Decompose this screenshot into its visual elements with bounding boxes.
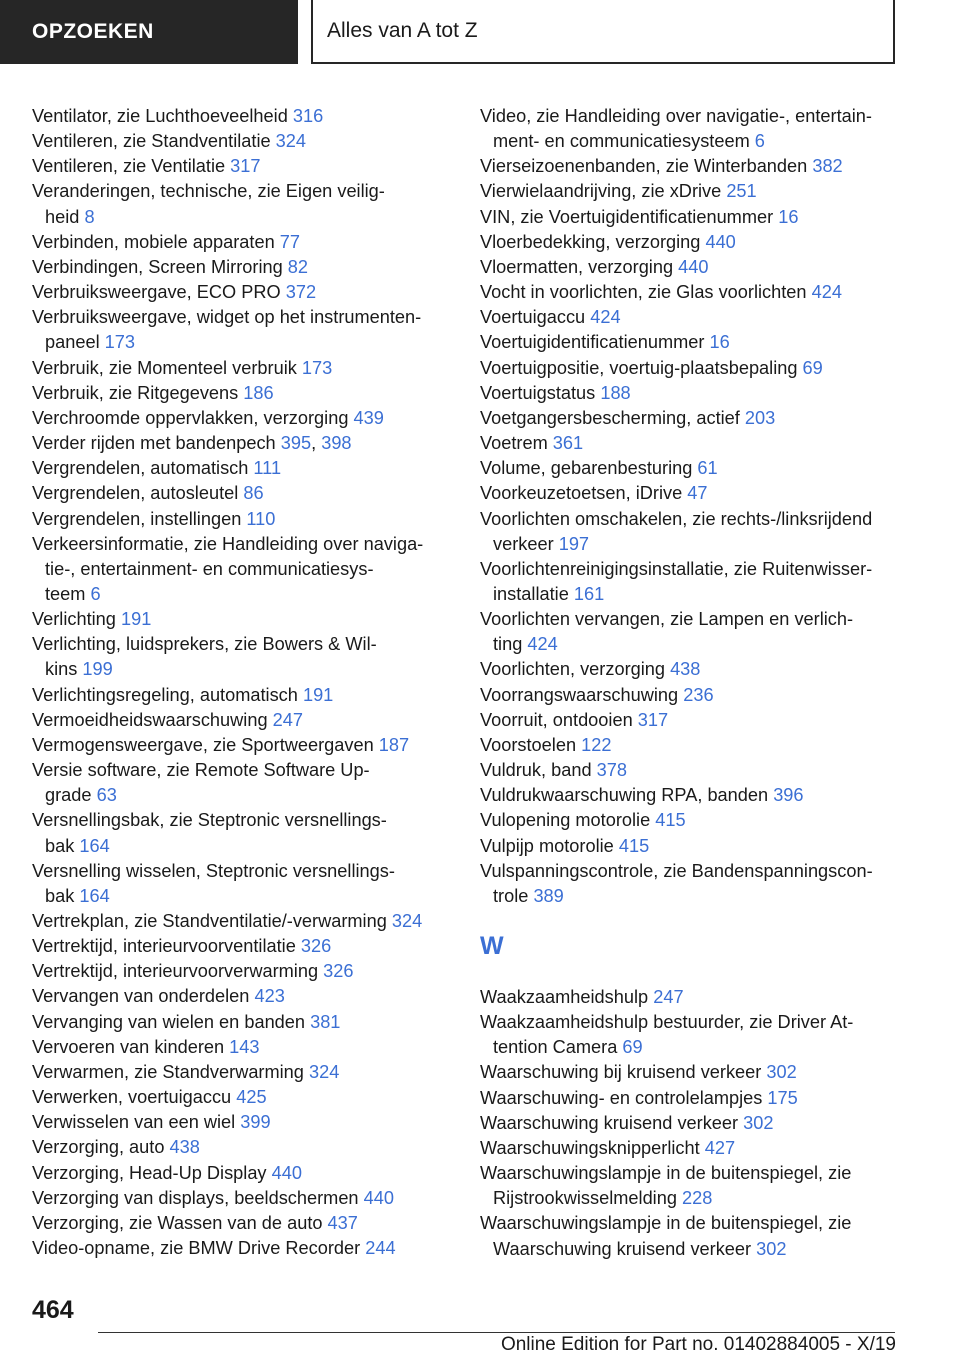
index-entry bbox=[480, 104, 900, 154]
page-reference-link[interactable]: 82 bbox=[287, 256, 309, 277]
index-entry-text: Verbinden, mobiele apparaten bbox=[32, 231, 280, 252]
section-tab[interactable] bbox=[0, 0, 298, 64]
index-entry-text: Voorrangswaarschuwing bbox=[480, 684, 684, 705]
index-entry-text: Verbruik, zie Momenteel verbruik bbox=[32, 357, 302, 378]
index-entry-text: Verbruiksweergave, widget op het instrumenten- paneel bbox=[32, 307, 422, 353]
index-entry bbox=[480, 154, 900, 179]
index-entry bbox=[480, 557, 900, 607]
index-entry bbox=[32, 532, 452, 607]
index-entry-text: Voorlichten omschakelen, zie rechts-/linksrijdend verkeer bbox=[480, 508, 873, 554]
page-reference-link[interactable]: 326 bbox=[300, 936, 332, 957]
chapter-title: Alles van A tot Z bbox=[327, 19, 478, 42]
index-entry-text: Verder rijden met bandenpech bbox=[32, 433, 281, 454]
index-entry bbox=[32, 808, 452, 858]
index-entry-text: Video, zie Handleiding over navigatie-, entertain- ment- en communicatiesysteem bbox=[480, 106, 872, 152]
index-entry bbox=[32, 255, 452, 280]
index-entry bbox=[32, 683, 452, 708]
page-reference-link[interactable]: 424 bbox=[811, 282, 842, 303]
index-entry bbox=[480, 1161, 900, 1211]
footer-divider bbox=[98, 1332, 895, 1333]
index-entry-text: Verbruiksweergave, ECO PRO bbox=[32, 282, 286, 303]
index-entry-text: Vierseizoenenbanden, zie Winterbanden bbox=[480, 156, 813, 177]
page-reference-link[interactable]: 381 bbox=[310, 1011, 341, 1032]
index-entry-text: Versie software, zie Remote Software Up- grade bbox=[32, 760, 370, 806]
index-entry bbox=[32, 607, 452, 632]
index-entry bbox=[480, 507, 900, 557]
page-reference-link[interactable]: 399 bbox=[240, 1112, 271, 1133]
index-entry bbox=[480, 985, 900, 1010]
index-entry bbox=[480, 356, 900, 381]
index-entry-text: Vertrektijd, interieurvoorventilatie bbox=[32, 936, 301, 957]
index-entry-text: Ventileren, zie Standventilatie bbox=[32, 131, 276, 152]
index-entry bbox=[32, 1060, 452, 1085]
index-entry-text: Volume, gebarenbesturing bbox=[480, 458, 698, 479]
page-reference-link[interactable]: 326 bbox=[323, 961, 354, 982]
page-reference-link[interactable]: 302 bbox=[756, 1238, 787, 1259]
index-entry bbox=[32, 1236, 452, 1261]
index-entry bbox=[480, 1086, 900, 1111]
page-reference-link[interactable]: 6 bbox=[754, 131, 765, 152]
index-entry bbox=[32, 1211, 452, 1236]
index-entry bbox=[480, 708, 900, 733]
index-entry bbox=[32, 280, 452, 305]
index-entry bbox=[32, 1035, 452, 1060]
page-reference-link[interactable]: 187 bbox=[378, 734, 410, 755]
page-reference-link[interactable]: 61 bbox=[697, 458, 718, 479]
index-entry-text: Voetgangersbescherming, actief bbox=[480, 407, 745, 428]
page-reference-link[interactable]: 247 bbox=[653, 987, 684, 1007]
index-entry bbox=[32, 1161, 452, 1186]
page-reference-link[interactable]: 197 bbox=[558, 533, 590, 554]
index-entry-text: Voertuigidentificatienummer bbox=[480, 332, 710, 353]
page-reference-link[interactable]: 423 bbox=[254, 986, 285, 1007]
index-letter-heading: W bbox=[480, 932, 504, 960]
page-reference-link[interactable]: 188 bbox=[600, 382, 631, 403]
index-entry bbox=[480, 607, 900, 657]
index-entry bbox=[32, 1085, 452, 1110]
page-reference-link[interactable]: 164 bbox=[79, 835, 110, 856]
page-reference-link[interactable]: 8 bbox=[84, 206, 95, 227]
index-entry bbox=[480, 481, 900, 506]
page-reference-link[interactable]: 251 bbox=[726, 181, 757, 202]
index-entry-text: Voorlichtenreinigingsinstallatie, zie Ruitenwisser- installatie bbox=[480, 558, 873, 604]
index-entry bbox=[32, 909, 452, 934]
index-entry bbox=[32, 1010, 452, 1035]
page-reference-link[interactable]: 440 bbox=[678, 256, 709, 277]
page-reference-link[interactable]: 63 bbox=[96, 785, 117, 806]
page-reference-link[interactable]: 199 bbox=[82, 659, 113, 680]
page-reference-link[interactable]: 440 bbox=[271, 1162, 302, 1183]
index-entry bbox=[480, 1136, 900, 1161]
page-reference-link[interactable]: 186 bbox=[243, 382, 274, 403]
index-entry bbox=[32, 230, 452, 255]
page-reference-link[interactable]: 438 bbox=[670, 659, 701, 680]
page-reference-link[interactable]: 143 bbox=[229, 1036, 260, 1057]
index-entry bbox=[480, 758, 900, 783]
index-entry-text: Verwisselen van een wiel bbox=[32, 1112, 241, 1133]
page-reference-link[interactable]: 175 bbox=[767, 1087, 798, 1108]
index-entry-text: Voetrem bbox=[480, 433, 553, 454]
page-reference-link[interactable]: 438 bbox=[169, 1137, 200, 1158]
page-reference-link[interactable]: 69 bbox=[802, 357, 823, 378]
index-entry bbox=[480, 179, 900, 204]
index-entry-text: Vergrendelen, automatisch bbox=[32, 458, 254, 479]
index-entry-text: Verchroomde oppervlakken, verzorging bbox=[32, 407, 354, 428]
page-reference-link[interactable]: 361 bbox=[552, 433, 584, 454]
index-entry-text: Verlichting, luidsprekers, zie Bowers & Wil- kins bbox=[32, 634, 377, 680]
index-entry bbox=[480, 205, 900, 230]
index-entry-text: Vloerbedekking, verzorging bbox=[480, 231, 706, 252]
index-entry-text: Waakzaamheidshulp bbox=[480, 987, 654, 1007]
index-entry bbox=[480, 808, 900, 833]
index-entry bbox=[480, 834, 900, 859]
index-entry-text: Verzorging, zie Wassen van de auto bbox=[32, 1212, 328, 1233]
page-reference-link[interactable]: 437 bbox=[327, 1212, 358, 1233]
page-ref-separator: , bbox=[311, 433, 322, 454]
index-entry bbox=[480, 783, 900, 808]
index-entry-text: Video-opname, zie BMW Drive Recorder bbox=[32, 1238, 366, 1259]
page-reference-link[interactable]: 86 bbox=[243, 483, 264, 504]
page-reference-link[interactable]: 382 bbox=[812, 156, 843, 177]
index-entry bbox=[480, 255, 900, 280]
index-entry bbox=[32, 381, 452, 406]
page-reference-link[interactable]: 324 bbox=[275, 131, 307, 152]
index-entry bbox=[480, 657, 900, 682]
index-entry-text: Verzorging van displays, beeldschermen bbox=[32, 1187, 364, 1208]
index-entry-text: Vulopening motorolie bbox=[480, 810, 656, 831]
index-entry-text: Verzorging, Head-Up Display bbox=[32, 1162, 272, 1183]
page-reference-link[interactable]: 425 bbox=[236, 1087, 267, 1108]
index-entry bbox=[32, 129, 452, 154]
page-reference-link[interactable]: 415 bbox=[618, 835, 650, 856]
page-reference-link[interactable]: 236 bbox=[683, 684, 714, 705]
index-entry-text: Waakzaamheidshulp bestuurder, zie Driver At- tention Camera bbox=[480, 1012, 854, 1058]
index-entry bbox=[32, 758, 452, 808]
index-entry bbox=[32, 179, 452, 229]
index-entry bbox=[480, 1211, 900, 1261]
page-reference-link[interactable]: 247 bbox=[272, 709, 303, 730]
page-reference-link[interactable]: 191 bbox=[120, 609, 152, 630]
page-reference-link[interactable]: 389 bbox=[533, 885, 564, 906]
page-reference-link[interactable]: 395 bbox=[280, 433, 312, 454]
index-entry bbox=[32, 456, 452, 481]
index-entry-text: Voorruit, ontdooien bbox=[480, 709, 638, 730]
index-entry bbox=[480, 1060, 900, 1085]
index-entry bbox=[32, 733, 452, 758]
index-entry bbox=[480, 683, 900, 708]
index-entry-text: Vocht in voorlichten, zie Glas voorlichten bbox=[480, 282, 812, 303]
page-reference-link[interactable]: 203 bbox=[744, 407, 776, 428]
index-entry bbox=[480, 431, 900, 456]
index-entry-text: Vierwielaandrijving, zie xDrive bbox=[480, 181, 727, 202]
page-reference-link[interactable]: 164 bbox=[79, 885, 110, 906]
index-entry bbox=[32, 959, 452, 984]
index-entry-text: Verwarmen, zie Standverwarming bbox=[32, 1061, 309, 1082]
page-reference-link[interactable]: 317 bbox=[637, 709, 669, 730]
footer-edition-text: Online Edition for Part no. 01402884005 - X/19 bbox=[500, 1334, 896, 1355]
index-entry bbox=[32, 356, 452, 381]
index-entry-text: Ventilator, zie Luchthoeveelheid bbox=[32, 106, 293, 126]
index-entry-text: Voorlichten vervangen, zie Lampen en verlich- ting bbox=[480, 609, 854, 655]
index-entry bbox=[480, 406, 900, 431]
index-entry-text: Versnelling wisselen, Steptronic versnellings- bak bbox=[32, 860, 395, 906]
page-reference-link[interactable]: 302 bbox=[766, 1062, 797, 1083]
page-reference-link[interactable]: 191 bbox=[302, 684, 334, 705]
index-column-left bbox=[32, 104, 452, 1261]
index-entry-text: Ventileren, zie Ventilatie bbox=[32, 156, 231, 177]
index-entry-text: Verlichtingsregeling, automatisch bbox=[32, 684, 303, 705]
index-entry-text: Vuldruk, band bbox=[480, 760, 597, 781]
index-entry bbox=[480, 859, 900, 909]
index-entry-text: Verbruik, zie Ritgegevens bbox=[32, 382, 244, 403]
page-reference-link[interactable]: 378 bbox=[596, 760, 627, 781]
page-reference-link[interactable]: 111 bbox=[253, 458, 282, 479]
index-entry bbox=[32, 507, 452, 532]
index-entry-text: Waarschuwingsknipperlicht bbox=[480, 1137, 705, 1158]
index-entry-text: Vermogensweergave, zie Sportweergaven bbox=[32, 734, 379, 755]
page-reference-link[interactable]: 439 bbox=[353, 407, 384, 428]
page-reference-link[interactable]: 440 bbox=[705, 231, 736, 252]
index-entry bbox=[32, 632, 452, 682]
index-column-right bbox=[480, 104, 900, 1262]
page-reference-link[interactable]: 324 bbox=[308, 1061, 340, 1082]
index-entry bbox=[32, 1135, 452, 1160]
page-reference-link[interactable]: 173 bbox=[104, 332, 136, 353]
page-reference-link[interactable]: 16 bbox=[778, 206, 799, 227]
index-entry bbox=[32, 154, 452, 179]
index-entry bbox=[32, 431, 452, 456]
index-entry bbox=[480, 381, 900, 406]
page-reference-link[interactable]: 316 bbox=[292, 106, 324, 126]
page-reference-link[interactable]: 47 bbox=[687, 483, 708, 504]
page-reference-link[interactable]: 110 bbox=[246, 508, 276, 529]
page-reference-link[interactable]: 372 bbox=[285, 282, 317, 303]
index-entry-text: Voertuigpositie, voertuig-plaatsbepaling bbox=[480, 357, 803, 378]
index-entry-text: Vertrekplan, zie Standventilatie/-verwarming bbox=[32, 911, 392, 931]
index-entry bbox=[32, 1110, 452, 1135]
page-reference-link[interactable]: 317 bbox=[230, 156, 261, 177]
index-entry-text: Vulpijp motorolie bbox=[480, 835, 619, 856]
page-reference-link[interactable]: 77 bbox=[279, 231, 300, 252]
index-entry bbox=[32, 1186, 452, 1211]
index-entry bbox=[32, 859, 452, 909]
index-entry-text: Vermoeidheidswaarschuwing bbox=[32, 709, 273, 730]
chapter-title-box bbox=[311, 0, 895, 64]
section-label: OPZOEKEN bbox=[32, 20, 154, 43]
index-entry-text: Waarschuwingslampje in de buitenspiegel, zie Rijstrookwisselmelding bbox=[480, 1163, 852, 1209]
index-entry-text: Vergrendelen, instellingen bbox=[32, 508, 247, 529]
page-header bbox=[0, 0, 960, 66]
index-entry-text: Vervanging van wielen en banden bbox=[32, 1011, 311, 1032]
page-reference-link[interactable]: 16 bbox=[709, 332, 730, 353]
index-entry-text: Vervangen van onderdelen bbox=[32, 986, 255, 1007]
page-reference-link[interactable]: 424 bbox=[590, 307, 621, 328]
page-reference-link[interactable]: 398 bbox=[321, 433, 352, 454]
page-reference-link[interactable]: 6 bbox=[90, 583, 101, 604]
page-reference-link[interactable]: 396 bbox=[773, 785, 804, 806]
index-entry bbox=[32, 104, 452, 129]
page-reference-link[interactable]: 228 bbox=[682, 1188, 713, 1209]
index-entry-text: Waarschuwingslampje in de buitenspiegel, zie Waarschuwing kruisend verkeer bbox=[480, 1213, 852, 1259]
page-reference-link[interactable]: 427 bbox=[704, 1137, 736, 1158]
index-entry bbox=[32, 305, 452, 355]
index-entry bbox=[32, 481, 452, 506]
index-entry-text: Verkeersinformatie, zie Handleiding over naviga- tie-, entertainment- en communicatiesys- teem bbox=[32, 533, 424, 604]
index-entry-text: Vervoeren van kinderen bbox=[32, 1036, 230, 1057]
index-entry-text: Voorkeuzetoetsen, iDrive bbox=[480, 483, 688, 504]
index-entry-text: Verzorging, auto bbox=[32, 1137, 170, 1158]
index-entry bbox=[480, 1010, 900, 1060]
index-entry-text: Voorstoelen bbox=[480, 734, 582, 755]
index-entry bbox=[480, 305, 900, 330]
index-entry-text: VIN, zie Voertuigidentificatienummer bbox=[480, 206, 779, 227]
index-entry-text: Verbindingen, Screen Mirroring bbox=[32, 256, 288, 277]
index-entry-text: Vloermatten, verzorging bbox=[480, 256, 679, 277]
index-entry-text: Voertuigaccu bbox=[480, 307, 591, 328]
index-entry bbox=[480, 456, 900, 481]
index-entry bbox=[480, 230, 900, 255]
page-reference-link[interactable]: 122 bbox=[581, 734, 612, 755]
index-entry-text: Vulspanningscontrole, zie Bandenspanningscon- trole bbox=[480, 860, 873, 906]
index-entry bbox=[32, 934, 452, 959]
page-reference-link[interactable]: 69 bbox=[622, 1037, 643, 1058]
page-reference-link[interactable]: 440 bbox=[363, 1187, 394, 1208]
page-reference-link[interactable]: 173 bbox=[301, 357, 333, 378]
index-entry-text: Voorlichten, verzorging bbox=[480, 659, 671, 680]
index-entry-text: Waarschuwing kruisend verkeer bbox=[480, 1112, 744, 1133]
page-reference-link[interactable]: 415 bbox=[655, 810, 686, 831]
page-number: 464 bbox=[32, 1296, 74, 1324]
index-entry-text: Voertuigstatus bbox=[480, 382, 601, 403]
index-entry bbox=[480, 1111, 900, 1136]
index-entry bbox=[32, 406, 452, 431]
index-entry bbox=[480, 280, 900, 305]
index-entry bbox=[480, 733, 900, 758]
page-reference-link[interactable]: 324 bbox=[391, 911, 423, 931]
index-entry-text: Waarschuwing bij kruisend verkeer bbox=[480, 1062, 767, 1083]
page-reference-link[interactable]: 244 bbox=[365, 1238, 396, 1259]
index-entry-text: Vuldrukwaarschuwing RPA, banden bbox=[480, 785, 774, 806]
index-entry bbox=[480, 330, 900, 355]
page-reference-link[interactable]: 302 bbox=[743, 1112, 774, 1133]
index-entry-text: Verwerken, voertuigaccu bbox=[32, 1087, 237, 1108]
index-entry-text: Vergrendelen, autosleutel bbox=[32, 483, 244, 504]
index-entry bbox=[32, 984, 452, 1009]
page-reference-link[interactable]: 424 bbox=[527, 634, 558, 655]
index-entry-text: Vertrektijd, interieurvoorverwarming bbox=[32, 961, 324, 982]
page-reference-link[interactable]: 161 bbox=[573, 583, 605, 604]
index-entry-text: Verlichting bbox=[32, 609, 121, 630]
index-entry bbox=[32, 708, 452, 733]
index-entry-text: Veranderingen, technische, zie Eigen veilig- heid bbox=[32, 181, 385, 227]
index-entry-text: Waarschuwing- en controlelampjes bbox=[480, 1087, 768, 1108]
index-entry-text: Versnellingsbak, zie Steptronic versnellings- bak bbox=[32, 810, 387, 856]
